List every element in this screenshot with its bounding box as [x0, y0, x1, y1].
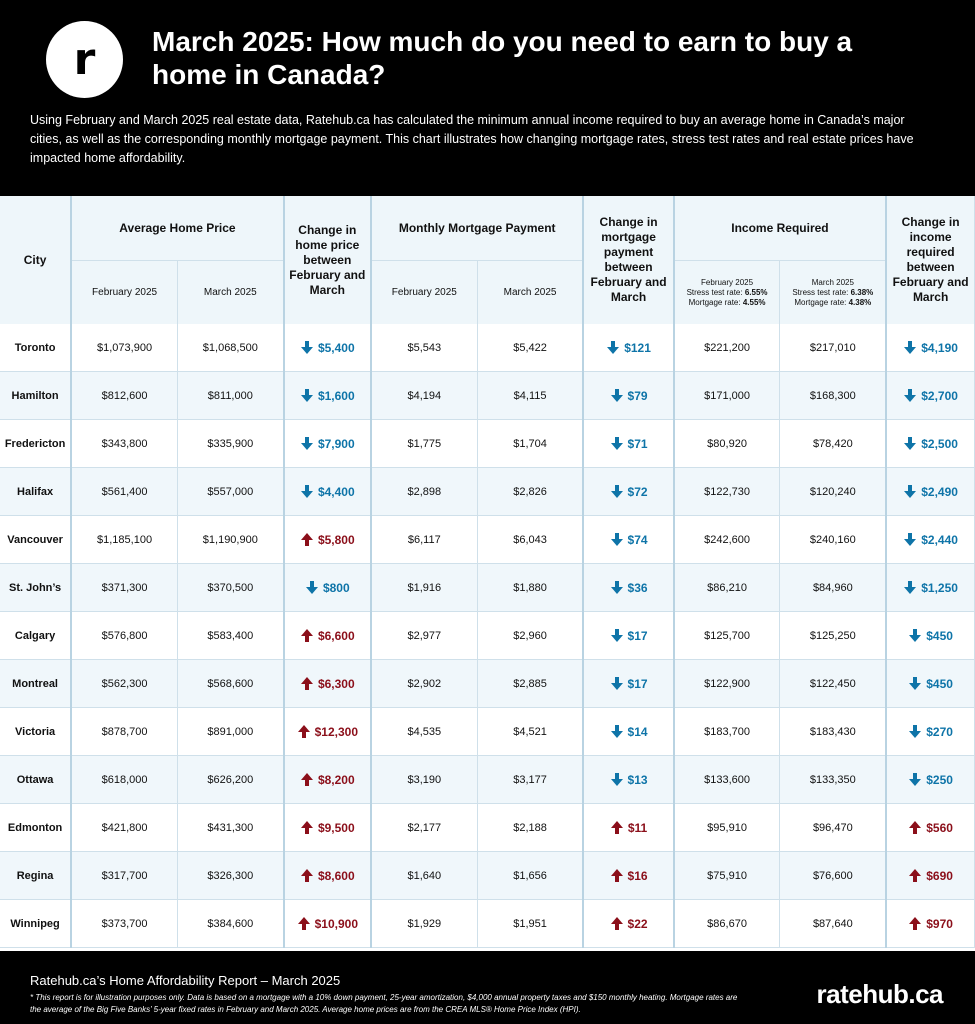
income-feb-cell: $183,700: [674, 708, 780, 756]
price-change-cell: [284, 612, 371, 660]
city-cell: Toronto: [0, 324, 71, 372]
change-value: $17: [627, 629, 648, 643]
table-row: [0, 420, 975, 468]
payment-mar-header: March 2025: [477, 261, 583, 325]
price-mar-cell: $891,000: [177, 708, 283, 756]
price-feb-cell: $878,700: [71, 708, 177, 756]
price-mar-cell: $384,600: [177, 900, 283, 948]
payment-mar-cell: $3,177: [477, 756, 583, 804]
change-value: $6,300: [317, 677, 355, 691]
income-mar-cell: $84,960: [780, 564, 886, 612]
price-change-cell: [284, 660, 371, 708]
price-feb-cell: $421,800: [71, 804, 177, 852]
footer: [0, 951, 975, 1024]
change-value: $11: [627, 821, 648, 835]
price-feb-cell: $317,700: [71, 852, 177, 900]
change-value: $72: [627, 485, 648, 499]
payment-feb-header: February 2025: [371, 261, 477, 325]
price-change-cell: [284, 852, 371, 900]
city-cell: Halifax: [0, 468, 71, 516]
change-value: $8,200: [317, 773, 355, 787]
income-change-cell: [886, 564, 974, 612]
change-value: $16: [627, 869, 648, 883]
city-cell: Vancouver: [0, 516, 71, 564]
arrow-up-icon: [908, 916, 922, 931]
payment-feb-cell: $1,775: [371, 420, 477, 468]
city-cell: Ottawa: [0, 756, 71, 804]
income-feb-header: [674, 261, 780, 325]
arrow-up-icon: [908, 820, 922, 835]
income-feb-cell: $122,730: [674, 468, 780, 516]
change-value: $2,700: [921, 389, 958, 403]
income-change-cell: [886, 900, 974, 948]
price-change-cell: [284, 324, 371, 372]
price-change-cell: [284, 900, 371, 948]
change-value: $250: [926, 773, 953, 787]
arrow-down-icon: [610, 532, 624, 547]
table-row: [0, 708, 975, 756]
price-change-cell: [284, 420, 371, 468]
change-value: $10,900: [314, 917, 358, 931]
price-mar-header: March 2025: [177, 261, 283, 325]
table-row: [0, 852, 975, 900]
income-change-cell: [886, 804, 974, 852]
arrow-down-icon: [610, 484, 624, 499]
arrow-down-icon: [606, 340, 620, 355]
arrow-down-icon: [903, 580, 917, 595]
income-feb-cell: $125,700: [674, 612, 780, 660]
ratehub-logo: [46, 21, 123, 98]
affordability-table: [0, 196, 975, 948]
price-mar-cell: $326,300: [177, 852, 283, 900]
ratehub-wordmark: ratehub.ca: [816, 979, 943, 1009]
arrow-down-icon: [610, 724, 624, 739]
income-feb-cell: $75,910: [674, 852, 780, 900]
city-cell: Edmonton: [0, 804, 71, 852]
arrow-up-icon: [300, 628, 314, 643]
change-value: $13: [627, 773, 648, 787]
change-value: $2,500: [921, 437, 958, 451]
income-feb-cell: $95,910: [674, 804, 780, 852]
arrow-down-icon: [300, 484, 314, 499]
price-feb-cell: $343,800: [71, 420, 177, 468]
change-value: $450: [926, 677, 953, 691]
income-change-cell: [886, 372, 974, 420]
price-mar-cell: $626,200: [177, 756, 283, 804]
price-feb-cell: $576,800: [71, 612, 177, 660]
change-value: $36: [627, 581, 648, 595]
change-value: $970: [926, 917, 953, 931]
affordability-table-wrap: [0, 196, 975, 951]
payment-change-cell: [583, 900, 673, 948]
city-cell: St. John’s: [0, 564, 71, 612]
arrow-down-icon: [300, 340, 314, 355]
table-row: [0, 612, 975, 660]
change-value: $74: [627, 533, 648, 547]
city-cell: Calgary: [0, 612, 71, 660]
change-value: $17: [627, 677, 648, 691]
income-feb-label: February 2025: [701, 277, 754, 287]
payment-feb-cell: $2,177: [371, 804, 477, 852]
price-change-cell: [284, 564, 371, 612]
payment-feb-cell: $2,977: [371, 612, 477, 660]
change-value: $5,800: [317, 533, 355, 547]
price-mar-cell: $1,190,900: [177, 516, 283, 564]
arrow-down-icon: [610, 676, 624, 691]
income-mar-label: March 2025: [811, 277, 854, 287]
change-value: $2,490: [921, 485, 958, 499]
income-change-cell: [886, 756, 974, 804]
arrow-down-icon: [908, 676, 922, 691]
price-change-cell: [284, 804, 371, 852]
change-value: $4,400: [317, 485, 355, 499]
table-row: [0, 372, 975, 420]
income-mar-cell: $120,240: [780, 468, 886, 516]
payment-mar-cell: $2,885: [477, 660, 583, 708]
price-feb-cell: $618,000: [71, 756, 177, 804]
income-mar-cell: $87,640: [780, 900, 886, 948]
city-cell: Regina: [0, 852, 71, 900]
payment-change-cell: [583, 516, 673, 564]
change-value: $800: [322, 581, 350, 595]
income-change-cell: [886, 660, 974, 708]
table-body: [0, 324, 975, 948]
income-feb-cell: $242,600: [674, 516, 780, 564]
city-cell: Montreal: [0, 660, 71, 708]
payment-mar-cell: $1,704: [477, 420, 583, 468]
table-row: [0, 468, 975, 516]
payment-change-cell: [583, 420, 673, 468]
price-mar-cell: $583,400: [177, 612, 283, 660]
income-feb-cell: $80,920: [674, 420, 780, 468]
arrow-down-icon: [908, 724, 922, 739]
change-value: $2,440: [921, 533, 958, 547]
payment-change-cell: [583, 804, 673, 852]
income-mar-cell: $240,160: [780, 516, 886, 564]
income-change-cell: [886, 324, 974, 372]
income-feb-cell: $122,900: [674, 660, 780, 708]
city-cell: Winnipeg: [0, 900, 71, 948]
payment-change-cell: [583, 660, 673, 708]
income-feb-cell: $86,670: [674, 900, 780, 948]
city-cell: Hamilton: [0, 372, 71, 420]
arrow-up-icon: [300, 676, 314, 691]
change-value: $6,600: [317, 629, 355, 643]
change-value: $5,400: [317, 341, 355, 355]
change-value: $9,500: [317, 821, 355, 835]
payment-feb-cell: $6,117: [371, 516, 477, 564]
price-feb-cell: $1,073,900: [71, 324, 177, 372]
table-row: [0, 324, 975, 372]
payment-change-cell: [583, 324, 673, 372]
arrow-up-icon: [297, 724, 311, 739]
payment-change-cell: [583, 756, 673, 804]
income-change-cell: [886, 612, 974, 660]
change-value: $7,900: [317, 437, 355, 451]
change-value: $22: [627, 917, 648, 931]
payment-mar-cell: $4,115: [477, 372, 583, 420]
income-mar-cell: $125,250: [780, 612, 886, 660]
arrow-up-icon: [610, 868, 624, 883]
payment-change-cell: [583, 852, 673, 900]
income-change-cell: [886, 708, 974, 756]
table-row: [0, 804, 975, 852]
price-feb-cell: $371,300: [71, 564, 177, 612]
table-row: [0, 660, 975, 708]
change-value: $450: [926, 629, 953, 643]
price-mar-cell: $557,000: [177, 468, 283, 516]
payment-mar-cell: $4,521: [477, 708, 583, 756]
payment-feb-cell: $4,535: [371, 708, 477, 756]
arrow-up-icon: [297, 916, 311, 931]
arrow-down-icon: [903, 388, 917, 403]
change-value: $690: [926, 869, 953, 883]
income-mar-cell: $168,300: [780, 372, 886, 420]
arrow-down-icon: [610, 388, 624, 403]
price-mar-cell: $370,500: [177, 564, 283, 612]
change-value: $8,600: [317, 869, 355, 883]
arrow-up-icon: [908, 868, 922, 883]
change-value: $14: [627, 725, 648, 739]
table-row: [0, 564, 975, 612]
change-value: $1,600: [317, 389, 355, 403]
footer-title: Ratehub.ca’s Home Affordability Report – March 2025: [30, 973, 341, 988]
city-cell: Victoria: [0, 708, 71, 756]
income-mar-cell: $76,600: [780, 852, 886, 900]
income-required-header: Income Required: [674, 196, 887, 261]
payment-feb-cell: $2,902: [371, 660, 477, 708]
arrow-down-icon: [610, 580, 624, 595]
arrow-down-icon: [903, 532, 917, 547]
price-feb-cell: $562,300: [71, 660, 177, 708]
arrow-down-icon: [903, 436, 917, 451]
table-row: [0, 516, 975, 564]
price-change-cell: [284, 468, 371, 516]
payment-change-header: Change in mortgage payment between February and March: [583, 196, 673, 324]
payment-change-cell: [583, 708, 673, 756]
arrow-down-icon: [908, 772, 922, 787]
price-change-header: Change in home price between February and March: [284, 196, 371, 324]
payment-mar-cell: $1,656: [477, 852, 583, 900]
income-mar-stress: Stress test rate: 6.38%: [792, 287, 874, 297]
payment-mar-cell: $1,880: [477, 564, 583, 612]
income-change-cell: [886, 420, 974, 468]
footer-disclaimer: * This report is for illustration purposes only. Data is based on a mortgage with a 10% down payment, 25-year amortization, $4,000 annual property taxes and $150 monthly heating. Mortgage rates are the average of the Big Five Banks’ 5-year fixed rates in February and March 2025. Average home prices are from the CREA MLS® Home Price Index (HPI).: [30, 993, 738, 1014]
price-mar-cell: $1,068,500: [177, 324, 283, 372]
city-cell: Fredericton: [0, 420, 71, 468]
income-feb-cell: $86,210: [674, 564, 780, 612]
payment-mar-cell: $5,422: [477, 324, 583, 372]
arrow-down-icon: [903, 340, 917, 355]
income-mar-cell: $96,470: [780, 804, 886, 852]
price-feb-header: February 2025: [71, 261, 177, 325]
arrow-down-icon: [610, 772, 624, 787]
income-feb-mortgage: Mortgage rate: 4.55%: [688, 297, 766, 307]
income-change-header: Change in income required between February and March: [886, 196, 974, 324]
payment-feb-cell: $2,898: [371, 468, 477, 516]
city-header: City: [0, 196, 71, 324]
change-value: $4,190: [921, 341, 958, 355]
payment-mar-cell: $2,188: [477, 804, 583, 852]
change-value: $12,300: [314, 725, 358, 739]
income-mar-cell: $217,010: [780, 324, 886, 372]
price-change-cell: [284, 372, 371, 420]
logo-glyph: r: [73, 33, 96, 85]
arrow-down-icon: [903, 484, 917, 499]
arrow-down-icon: [305, 580, 319, 595]
arrow-down-icon: [610, 628, 624, 643]
income-feb-stress: Stress test rate: 6.55%: [686, 287, 768, 297]
intro-text: Using February and March 2025 real estate data, Ratehub.ca has calculated the minimum annual income required to buy an average home in Canada’s major cities, as well as the corresponding monthly mortgage payment. This chart illustrates how changing mortgage rates, stress test rates and real estate prices have impacted home affordability.: [30, 113, 914, 165]
arrow-down-icon: [908, 628, 922, 643]
arrow-up-icon: [300, 772, 314, 787]
price-mar-cell: $811,000: [177, 372, 283, 420]
income-change-cell: [886, 852, 974, 900]
price-feb-cell: $373,700: [71, 900, 177, 948]
payment-mar-cell: $2,960: [477, 612, 583, 660]
arrow-down-icon: [300, 436, 314, 451]
change-value: $560: [926, 821, 953, 835]
arrow-down-icon: [300, 388, 314, 403]
payment-change-cell: [583, 612, 673, 660]
income-change-cell: [886, 468, 974, 516]
table-row: [0, 756, 975, 804]
change-value: $1,250: [921, 581, 958, 595]
price-feb-cell: $561,400: [71, 468, 177, 516]
income-mar-cell: $122,450: [780, 660, 886, 708]
avg-price-header: Average Home Price: [71, 196, 284, 261]
change-value: $121: [624, 341, 651, 355]
monthly-payment-header: Monthly Mortgage Payment: [371, 196, 584, 261]
price-change-cell: [284, 516, 371, 564]
payment-feb-cell: $3,190: [371, 756, 477, 804]
payment-feb-cell: $1,640: [371, 852, 477, 900]
page-title: March 2025: How much do you need to earn to buy a home in Canada?: [152, 26, 853, 90]
price-change-cell: [284, 756, 371, 804]
price-change-cell: [284, 708, 371, 756]
arrow-up-icon: [610, 916, 624, 931]
arrow-up-icon: [300, 820, 314, 835]
income-mar-cell: $78,420: [780, 420, 886, 468]
income-change-cell: [886, 516, 974, 564]
income-feb-cell: $133,600: [674, 756, 780, 804]
price-feb-cell: $1,185,100: [71, 516, 177, 564]
payment-feb-cell: $4,194: [371, 372, 477, 420]
table-row: [0, 900, 975, 948]
header: [0, 0, 975, 196]
price-mar-cell: $568,600: [177, 660, 283, 708]
income-feb-cell: $171,000: [674, 372, 780, 420]
payment-change-cell: [583, 468, 673, 516]
income-mar-cell: $183,430: [780, 708, 886, 756]
arrow-down-icon: [610, 436, 624, 451]
income-mar-mortgage: Mortgage rate: 4.38%: [794, 297, 872, 307]
payment-feb-cell: $1,916: [371, 564, 477, 612]
payment-change-cell: [583, 564, 673, 612]
price-mar-cell: $335,900: [177, 420, 283, 468]
price-feb-cell: $812,600: [71, 372, 177, 420]
payment-mar-cell: $2,826: [477, 468, 583, 516]
payment-change-cell: [583, 372, 673, 420]
price-mar-cell: $431,300: [177, 804, 283, 852]
payment-mar-cell: $1,951: [477, 900, 583, 948]
income-mar-header: [780, 261, 886, 325]
change-value: $270: [926, 725, 953, 739]
income-mar-cell: $133,350: [780, 756, 886, 804]
income-feb-cell: $221,200: [674, 324, 780, 372]
change-value: $79: [627, 389, 648, 403]
payment-feb-cell: $5,543: [371, 324, 477, 372]
arrow-up-icon: [300, 868, 314, 883]
payment-mar-cell: $6,043: [477, 516, 583, 564]
arrow-up-icon: [300, 532, 314, 547]
payment-feb-cell: $1,929: [371, 900, 477, 948]
change-value: $71: [627, 437, 648, 451]
arrow-up-icon: [610, 820, 624, 835]
